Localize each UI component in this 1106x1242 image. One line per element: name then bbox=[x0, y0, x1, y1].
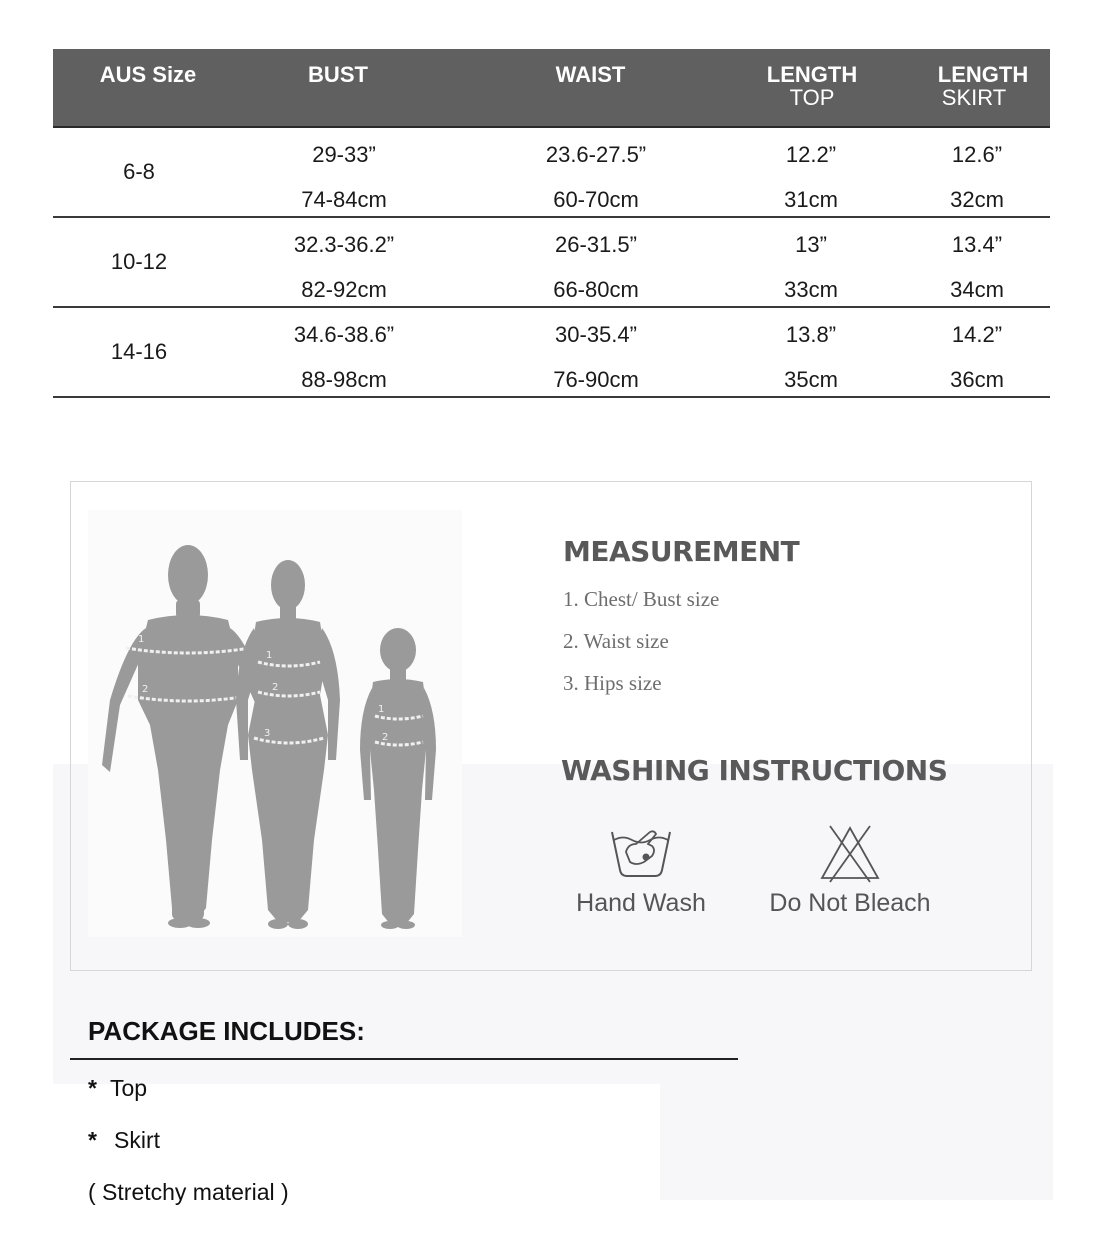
svg-text:1: 1 bbox=[266, 650, 273, 661]
bust-cm: 74-84cm bbox=[301, 187, 387, 212]
skirt-length-inches: 12.6” bbox=[951, 142, 1003, 167]
package-item-label: Skirt bbox=[114, 1127, 160, 1153]
skirt-length-inches: 14.2” bbox=[951, 322, 1003, 347]
header-length-top: LENGTH TOP bbox=[766, 62, 858, 110]
package-note: ( Stretchy material ) bbox=[88, 1179, 289, 1205]
care-hand-wash bbox=[566, 824, 716, 918]
svg-text:2: 2 bbox=[382, 732, 389, 743]
woman-figure bbox=[236, 560, 340, 929]
waist-inches: 26-31.5” bbox=[555, 232, 637, 257]
header-aus-size: AUS Size bbox=[99, 62, 197, 87]
waist-cm: 60-70cm bbox=[553, 187, 639, 212]
top-length-cm: 35cm bbox=[784, 367, 838, 392]
size-chart-table bbox=[53, 49, 1050, 398]
skirt-length-cm: 36cm bbox=[950, 367, 1004, 392]
measurement-item: 2. Waist size bbox=[563, 629, 669, 653]
waist-cm: 76-90cm bbox=[553, 367, 639, 392]
header-waist: WAIST bbox=[555, 62, 626, 87]
measurement-item: 3. Hips size bbox=[563, 671, 662, 695]
header-bust: BUST bbox=[308, 62, 368, 87]
top-length-cm: 33cm bbox=[784, 277, 838, 302]
package-title: PACKAGE INCLUDES: bbox=[88, 1016, 365, 1046]
size-value: 14-16 bbox=[110, 339, 168, 364]
bullet: * bbox=[88, 1127, 97, 1153]
washing-title: WASHING INSTRUCTIONS bbox=[561, 754, 948, 787]
measurement-figures bbox=[88, 510, 462, 937]
care-do-not-bleach bbox=[760, 824, 940, 918]
do-not-bleach-label: Do Not Bleach bbox=[769, 889, 931, 917]
svg-text:2: 2 bbox=[142, 684, 149, 695]
bust-cm: 82-92cm bbox=[301, 277, 387, 302]
header-length-skirt: LENGTH SKIRT bbox=[937, 62, 1029, 110]
skirt-length-cm: 32cm bbox=[950, 187, 1004, 212]
table-row bbox=[53, 308, 1050, 398]
size-value: 10-12 bbox=[110, 249, 168, 274]
bust-cm: 88-98cm bbox=[301, 367, 387, 392]
bust-inches: 32.3-36.2” bbox=[293, 232, 395, 257]
svg-text:1: 1 bbox=[138, 634, 145, 645]
bullet: * bbox=[88, 1075, 97, 1101]
size-value: 6-8 bbox=[123, 159, 155, 184]
top-length-inches: 12.2” bbox=[785, 142, 837, 167]
measurement-title: MEASUREMENT bbox=[563, 535, 800, 568]
svg-text:2: 2 bbox=[272, 682, 279, 693]
bust-inches: 29-33” bbox=[312, 142, 376, 167]
skirt-length-inches: 13.4” bbox=[951, 232, 1003, 257]
top-length-inches: 13” bbox=[795, 232, 827, 257]
skirt-length-cm: 34cm bbox=[950, 277, 1004, 302]
list-item bbox=[88, 1075, 147, 1102]
hand-wash-label: Hand Wash bbox=[576, 889, 706, 917]
body-figures-illustration bbox=[88, 510, 462, 937]
top-length-inches: 13.8” bbox=[785, 322, 837, 347]
waist-cm: 66-80cm bbox=[553, 277, 639, 302]
do-not-bleach-icon bbox=[818, 824, 882, 884]
child-figure bbox=[360, 628, 436, 929]
list-item bbox=[88, 1127, 160, 1154]
measurement-item: 1. Chest/ Bust size bbox=[563, 587, 720, 611]
svg-text:3: 3 bbox=[264, 728, 271, 739]
bust-inches: 34.6-38.6” bbox=[293, 322, 395, 347]
background-panel bbox=[660, 1080, 1053, 1200]
waist-inches: 30-35.4” bbox=[555, 322, 637, 347]
divider bbox=[70, 1058, 738, 1060]
top-length-cm: 31cm bbox=[784, 187, 838, 212]
package-item-label: Top bbox=[110, 1075, 148, 1101]
waist-inches: 23.6-27.5” bbox=[545, 142, 647, 167]
size-chart-header bbox=[53, 49, 1050, 128]
hand-wash-icon bbox=[606, 824, 676, 880]
svg-text:1: 1 bbox=[378, 704, 385, 715]
table-row bbox=[53, 218, 1050, 308]
table-row bbox=[53, 128, 1050, 218]
